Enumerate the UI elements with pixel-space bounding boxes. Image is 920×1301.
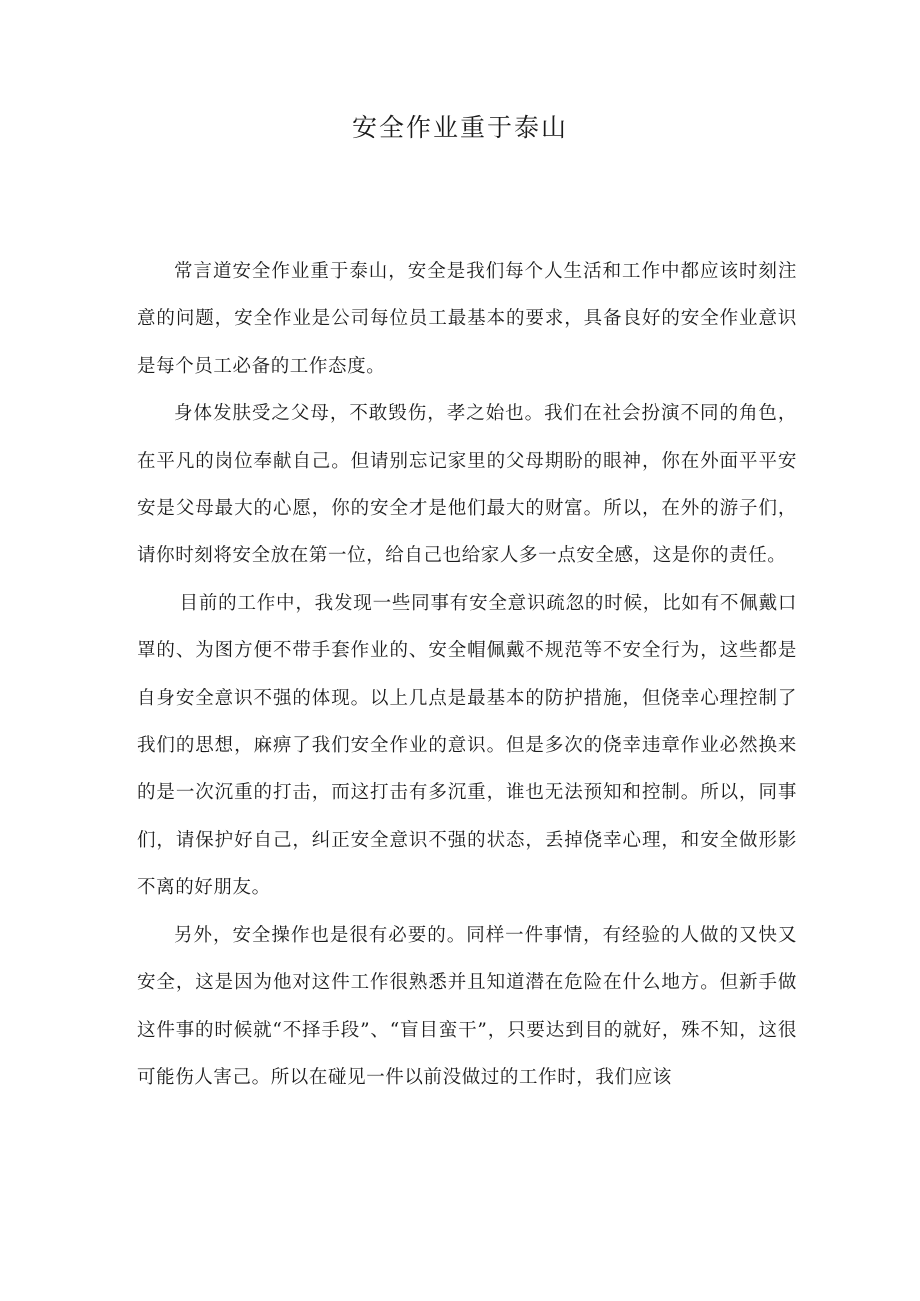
document-body: [137, 248, 797, 1101]
paragraph-2: 身体发肤受之父母，不敢毁伤，孝之始也。我们在社会扮演不同的角色，在平凡的岗位奉献自己。但请别忘记家里的父母期盼的眼神，你在外面平平安安是父母最大的心愿，你的安全才是他们最大的财富。所以，在外的游子们，请你时刻将安全放在第一位，给自己也给家人多一点安全感，这是你的责任。: [137, 403, 797, 567]
paragraph-4: 另外，安全操作也是很有必要的。同样一件事情，有经验的人做的又快又安全，这是因为他对这件工作很熟悉并且知道潜在危险在什么地方。但新手做这件事的时候就“不择手段”、“盲目蛮干”，只要达到目的就好，殊不知，这很可能伤人害己。所以在碰见一件以前没做过的工作时，我们应该: [137, 924, 797, 1088]
document-title: 安全作业重于泰山: [351, 113, 568, 142]
paragraph-3: 目前的工作中，我发现一些同事有安全意识疏忽的时候，比如有不佩戴口罩的、为图方便不带手套作业的、安全帽佩戴不规范等不安全行为，这些都是自身安全意识不强的体现。以上几点是最基本的防护措施，但侥幸心理控制了我们的思想，麻痹了我们安全作业的意识。但是多次的侥幸违章作业必然换来的是一次沉重的打击，而这打击有多沉重，谁也无法预知和控制。所以，同事们，请保护好自己，纠正安全意识不强的状态，丢掉侥幸心理，和安全做形影不离的好朋友。: [137, 592, 797, 899]
paragraph-1: 常言道安全作业重于泰山，安全是我们每个人生活和工作中都应该时刻注意的问题，安全作业是公司每位员工最基本的要求，具备良好的安全作业意识是每个员工必备的工作态度。: [137, 261, 797, 377]
